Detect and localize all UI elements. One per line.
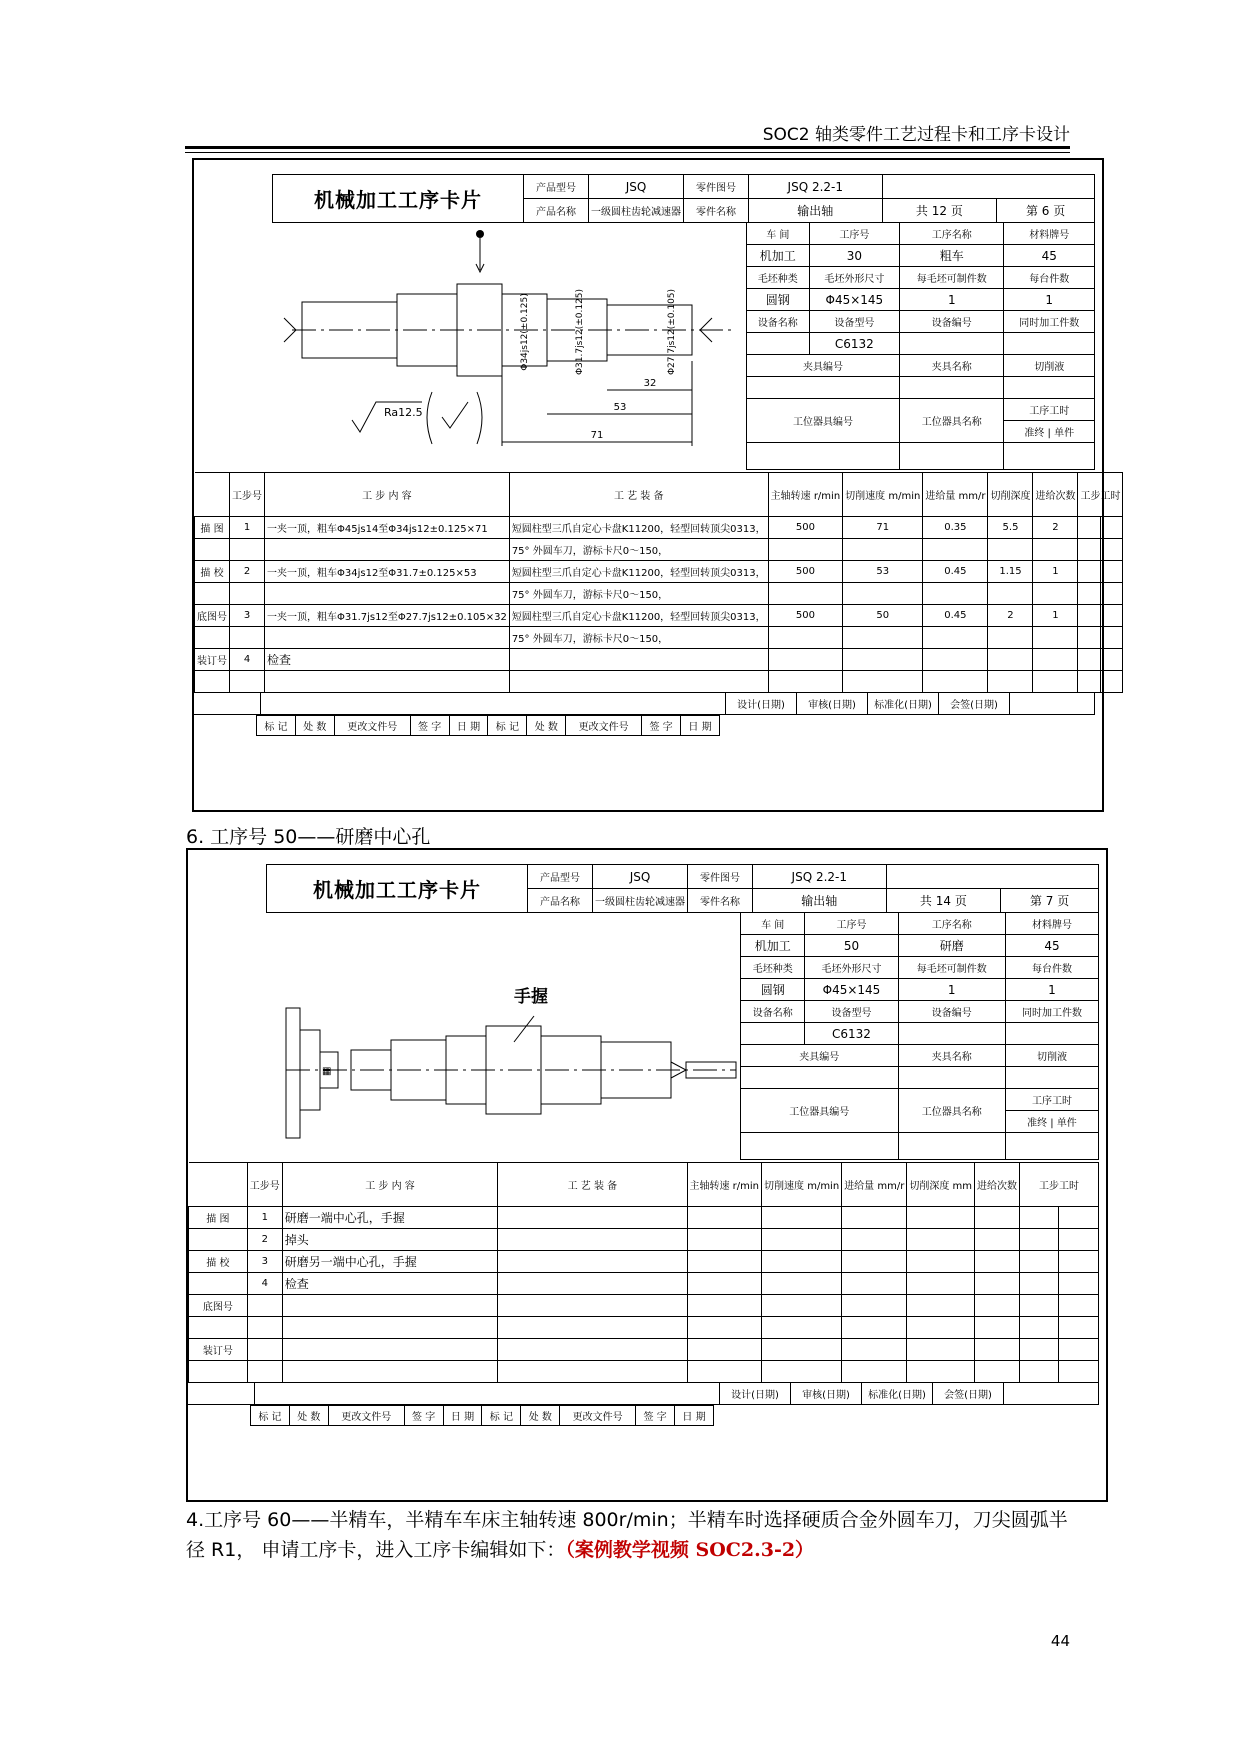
card-title: 机械加工工序卡片 <box>273 175 524 223</box>
header-rule-thin <box>185 152 1070 153</box>
table-row: 描 校 3 研磨另一端中心孔，手握 <box>189 1251 1099 1273</box>
workshop: 机加工 <box>747 245 810 267</box>
part-no: JSQ 2.2-1 <box>749 175 883 199</box>
signoff-table: 设计(日期) 审核(日期) 标准化(日期) 会签(日期) <box>188 1382 1099 1405</box>
dim-d34: Φ34js12(±0.125) <box>520 293 530 371</box>
table-row: 描 校 2 一夹一顶，粗车Φ34js12至Φ31.7±0.125×53 短圆柱型三爪自定心卡盘K11200，轻型回转顶尖0313， 500 53 0.45 1.15 1 <box>195 561 1123 583</box>
page-number: 44 <box>1050 1632 1070 1650</box>
table-row: 2 掉头 <box>189 1229 1099 1251</box>
footer-table: 标 记 处 数 更改文件号 签 字 日 期 标 记 处 数 更改文件号 签 字 日 期 <box>256 715 720 736</box>
hold-label: 手握 <box>514 987 548 1007</box>
roughness-label: Ra12.5 <box>384 406 423 419</box>
material: 45 <box>1005 935 1098 957</box>
footer-table: 标 记 处 数 更改文件号 签 字 日 期 标 记 处 数 更改文件号 签 字 日 期 <box>250 1405 714 1426</box>
header-rule <box>185 146 1070 149</box>
signoff-table: 设计(日期) 审核(日期) 标准化(日期) 会签(日期) <box>194 692 1095 715</box>
dim-53: 53 <box>613 402 627 413</box>
card-info-block: 车 间 工序号 工序名称 材料牌号 机加工 30 粗车 45 毛坯种类 毛坯外形尺寸 每毛坯可制件数 每台件数 圆钢 Φ45×145 1 1 设备名称 设备型号 设备编号 同时加工件数 C6132 夹具编号 夹具名称 切削液 工位器具编号 工位器具名称 工序工时 准终 | 单件 <box>746 222 1095 470</box>
label-product-model: 产品型号 <box>524 175 589 199</box>
table-row: 底图号 3 一夹一顶，粗车Φ31.7js12至Φ27.7js12±0.105×32 短圆柱型三爪自定心卡盘K11200，轻型回转顶尖0313， 500 50 0.45 2 1 <box>195 605 1123 627</box>
workshop: 机加工 <box>741 935 805 957</box>
product-model: JSQ <box>589 175 684 199</box>
material: 45 <box>1004 245 1095 267</box>
header-title: SOC2 轴类零件工艺过程卡和工序卡设计 <box>762 125 1070 145</box>
card-title-block: 机械加工工序卡片 产品型号 JSQ 零件图号 JSQ 2.2-1 产品名称 一级圆柱齿轮减速器 零件名称 输出轴 共 14 页 第 7 页 <box>266 864 1099 913</box>
product-name: 一级圆柱齿轮减速器 <box>589 199 684 223</box>
grinding-drawing <box>266 912 740 1160</box>
page-no: 第 6 页 <box>997 199 1095 223</box>
blank-type: 圆钢 <box>747 289 810 311</box>
dim-d27: Φ27.7js12(±0.105) <box>667 288 677 376</box>
card-title: 机械加工工序卡片 <box>267 865 528 913</box>
card-title-block <box>272 174 1095 223</box>
svg-text:▦: ▦ <box>322 1066 332 1077</box>
equip-model: C6132 <box>809 333 899 355</box>
shaft-drawing <box>272 222 746 470</box>
paragraph-text: 4.工序号 60——半精车，半精车车床主轴转速 800r/min；半精车时选择硬质合金外圆车刀，刀尖圆弧半径 R1， 申请工序卡，进入工序卡编辑如下： <box>186 1509 1068 1561</box>
steps-table: 工步号 工 步 内 容 工 艺 装 备 主轴转速 r/min 切削速度 m/min 进给量 mm/r 切削深度 mm 进给次数 工步工时 描 图 1 研磨一端中心孔，手握 2 掉头 描 校 3 研磨另一端中心孔，手握 4 检查 底图号 装订号 <box>188 1162 1099 1383</box>
section-6-title: 6. 工序号 50——研磨中心孔 <box>186 826 431 848</box>
proc-name: 研磨 <box>898 935 1005 957</box>
process-card-30 <box>192 158 1121 812</box>
blank-size: Φ45×145 <box>809 289 899 311</box>
label-part-no: 零件图号 <box>684 175 749 199</box>
dim-71: 71 <box>590 430 604 441</box>
table-row: 描 图 1 研磨一端中心孔，手握 <box>189 1207 1099 1229</box>
table-row: 装订号 4 检查 <box>195 649 1123 671</box>
paragraph-60 <box>186 1505 1076 1565</box>
proc-name: 粗车 <box>900 245 1004 267</box>
proc-no: 50 <box>805 935 898 957</box>
total-pages: 共 12 页 <box>882 199 997 223</box>
dim-32: 32 <box>643 378 657 389</box>
video-link[interactable]: （案例教学视频 SOC2.3-2） <box>565 1539 815 1561</box>
card-info-block: 车 间 工序号 工序名称 材料牌号 机加工 50 研磨 45 毛坯种类 毛坯外形尺寸 每毛坯可制件数 每台件数 圆钢 Φ45×145 1 1 设备名称 设备型号 设备编号 同时加工件数 C6132 夹具编号 夹具名称 切削液 工位器具编号 工位器具名称 工序工时 准终 | 单件 <box>740 912 1099 1160</box>
label-product-name: 产品名称 <box>524 199 589 223</box>
dim-d31: Φ31.7js12(±0.125) <box>575 288 585 376</box>
steps-table: 工步号 工 步 内 容 工 艺 装 备 主轴转速 r/min 切削速度 m/min 进给量 mm/r 切削深度 进给次数 工步工时 描 图 1 一夹一顶，粗车Φ45js14至Φ34js12±0.125×71 短圆柱型三爪自定心卡盘K11200，轻型回转顶尖0313， 500 71 0.35 5.5 2 75° 外圆车刀，游标卡尺0～150， 描 校 2 一夹一顶，粗车Φ34js12至Φ31.7±0.125×53 短圆柱型三爪自定心卡盘K11200，轻型回转顶尖0313， 500 53 0.45 1.15 1 75° 外圆车刀，游标卡尺0～150， 底图号 3 一夹一顶，粗车Φ31.7js12至Φ27.7js12±0.105×32 短圆柱型三爪自定心卡盘K11200，轻型回转顶尖0313， 500 50 0.45 2 1 75° 外圆车刀，游标卡尺0～150， 装订号 4 检查 <box>194 472 1123 693</box>
process-card-50 <box>186 848 1108 1502</box>
table-row: 4 检查 <box>189 1273 1099 1295</box>
table-row: 描 图 1 一夹一顶，粗车Φ45js14至Φ34js12±0.125×71 短圆柱型三爪自定心卡盘K11200，轻型回转顶尖0313， 500 71 0.35 5.5 2 <box>195 517 1123 539</box>
part-name: 输出轴 <box>749 199 883 223</box>
proc-no: 30 <box>809 245 899 267</box>
label-part-name: 零件名称 <box>684 199 749 223</box>
